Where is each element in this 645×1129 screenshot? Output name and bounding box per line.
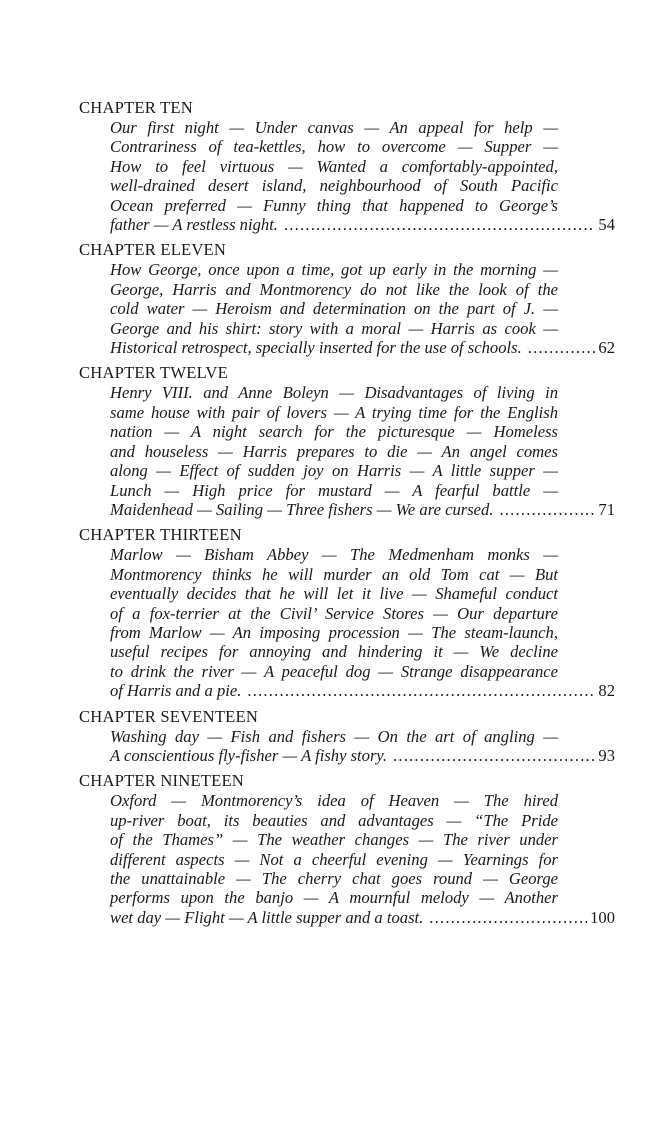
summary-line: Montmorency thinks he will murder an old Tom cat — But xyxy=(110,564,558,584)
chapter-summary xyxy=(110,727,615,766)
summary-line: Ocean preferred — Funny thing that happened to George’s xyxy=(110,195,558,215)
summary-last-line xyxy=(110,746,615,765)
dot-leader xyxy=(284,215,595,234)
chapter-entry-nineteen xyxy=(79,771,615,927)
summary-line: of Harris and a pie. xyxy=(110,681,242,701)
chapter-entry-twelve xyxy=(79,363,615,519)
page-number: 71 xyxy=(598,499,615,519)
summary-line: cold water — Heroism and determination on the part of J. — xyxy=(110,299,558,319)
summary-line: Our first night — Under canvas — An appeal for help — xyxy=(110,118,558,137)
summary-line: Washing day — Fish and fishers — On the art of angling — xyxy=(110,726,558,746)
dot-leader xyxy=(247,681,595,700)
summary-line: Marlow — Bisham Abbey — The Medmenham monks — xyxy=(110,545,558,565)
summary-line: different aspects — Not a cheerful evening — Yearnings for xyxy=(110,849,558,869)
page-number: 54 xyxy=(598,215,615,235)
chapter-entry-seventeen xyxy=(79,707,615,766)
chapter-summary xyxy=(110,791,615,927)
chapter-title: CHAPTER NINETEEN xyxy=(79,771,244,791)
chapter-title: CHAPTER THIRTEEN xyxy=(79,525,242,545)
summary-line: along — Effect of sudden joy on Harris — A little supper — xyxy=(110,461,558,481)
chapter-entry-thirteen xyxy=(79,525,615,700)
summary-line: How to feel virtuous — Wanted a comfortably-appointed, xyxy=(110,156,558,176)
dot-leader xyxy=(528,338,596,357)
page-number: 62 xyxy=(598,338,615,358)
page-number: 93 xyxy=(598,745,615,765)
chapter-summary xyxy=(110,260,615,357)
summary-line: Lunch — High price for mustard — A fearful battle — xyxy=(110,480,558,500)
summary-line: from Marlow — An imposing procession — The steam-launch, xyxy=(110,622,558,642)
chapter-summary xyxy=(110,383,615,519)
summary-line: to drink the river — A peaceful dog — Strange disappearance xyxy=(110,661,558,681)
summary-line: Maidenhead — Sailing — Three fishers — We are cursed. xyxy=(110,499,494,519)
summary-line: of a fox-terrier at the Civil’ Service Stores — Our departure xyxy=(110,603,558,623)
summary-last-line xyxy=(110,500,615,519)
dot-leader xyxy=(499,500,595,519)
summary-line: George, Harris and Montmorency do not like the look of the xyxy=(110,279,558,299)
summary-last-line xyxy=(110,908,615,927)
chapter-entry-eleven xyxy=(79,240,615,357)
table-of-contents xyxy=(79,98,615,933)
summary-line: Oxford — Montmorency’s idea of Heaven — The hired xyxy=(110,791,558,811)
summary-line: A conscientious fly-fisher — A fishy story. xyxy=(110,745,388,765)
summary-line: George and his shirt: story with a moral — Harris as cook — xyxy=(110,318,558,338)
summary-last-line xyxy=(110,215,615,234)
page-number: 82 xyxy=(598,681,615,701)
summary-line: up-river boat, its beauties and advantages — “The Pride xyxy=(110,810,558,830)
dot-leader xyxy=(429,908,587,927)
summary-line: the unattainable — The cherry chat goes round — George xyxy=(110,869,558,888)
chapter-entry-ten xyxy=(79,98,615,234)
summary-line: Henry VIII. and Anne Boleyn — Disadvantages of living in xyxy=(110,383,558,403)
summary-line: eventually decides that he will let it live — Shameful conduct xyxy=(110,584,558,604)
chapter-title: CHAPTER ELEVEN xyxy=(79,240,227,260)
chapter-title: CHAPTER SEVENTEEN xyxy=(79,706,259,726)
summary-line: and houseless — Harris prepares to die — An angel comes xyxy=(110,441,558,461)
summary-line: useful recipes for annoying and hindering it — We decline xyxy=(110,642,558,662)
page-number: 100 xyxy=(590,907,615,927)
summary-line: Contrariness of tea-kettles, how to overcome — Supper — xyxy=(110,137,558,157)
summary-line: How George, once upon a time, got up early in the morning — xyxy=(110,260,558,280)
summary-last-line xyxy=(110,338,615,357)
summary-line: wet day — Flight — A little supper and a toast. xyxy=(110,907,424,927)
chapter-title: CHAPTER TEN xyxy=(79,98,193,117)
chapter-summary xyxy=(110,118,615,234)
summary-line: Historical retrospect, specially inserted for the use of schools. xyxy=(110,338,522,358)
summary-line: father — A restless night. xyxy=(110,215,278,235)
summary-line: well-drained desert island, neighbourhood of South Pacific xyxy=(110,176,558,196)
chapter-summary xyxy=(110,545,615,700)
summary-line: nation — A night search for the picturesque — Homeless xyxy=(110,422,558,442)
summary-line: same house with pair of lovers — A trying time for the English xyxy=(110,402,558,422)
dot-leader xyxy=(393,746,595,765)
summary-line: performs upon the banjo — A mournful melody — Another xyxy=(110,888,558,908)
summary-line: of the Thames” — The weather changes — The river under xyxy=(110,830,558,850)
chapter-title: CHAPTER TWELVE xyxy=(79,363,228,383)
summary-last-line xyxy=(110,681,615,700)
